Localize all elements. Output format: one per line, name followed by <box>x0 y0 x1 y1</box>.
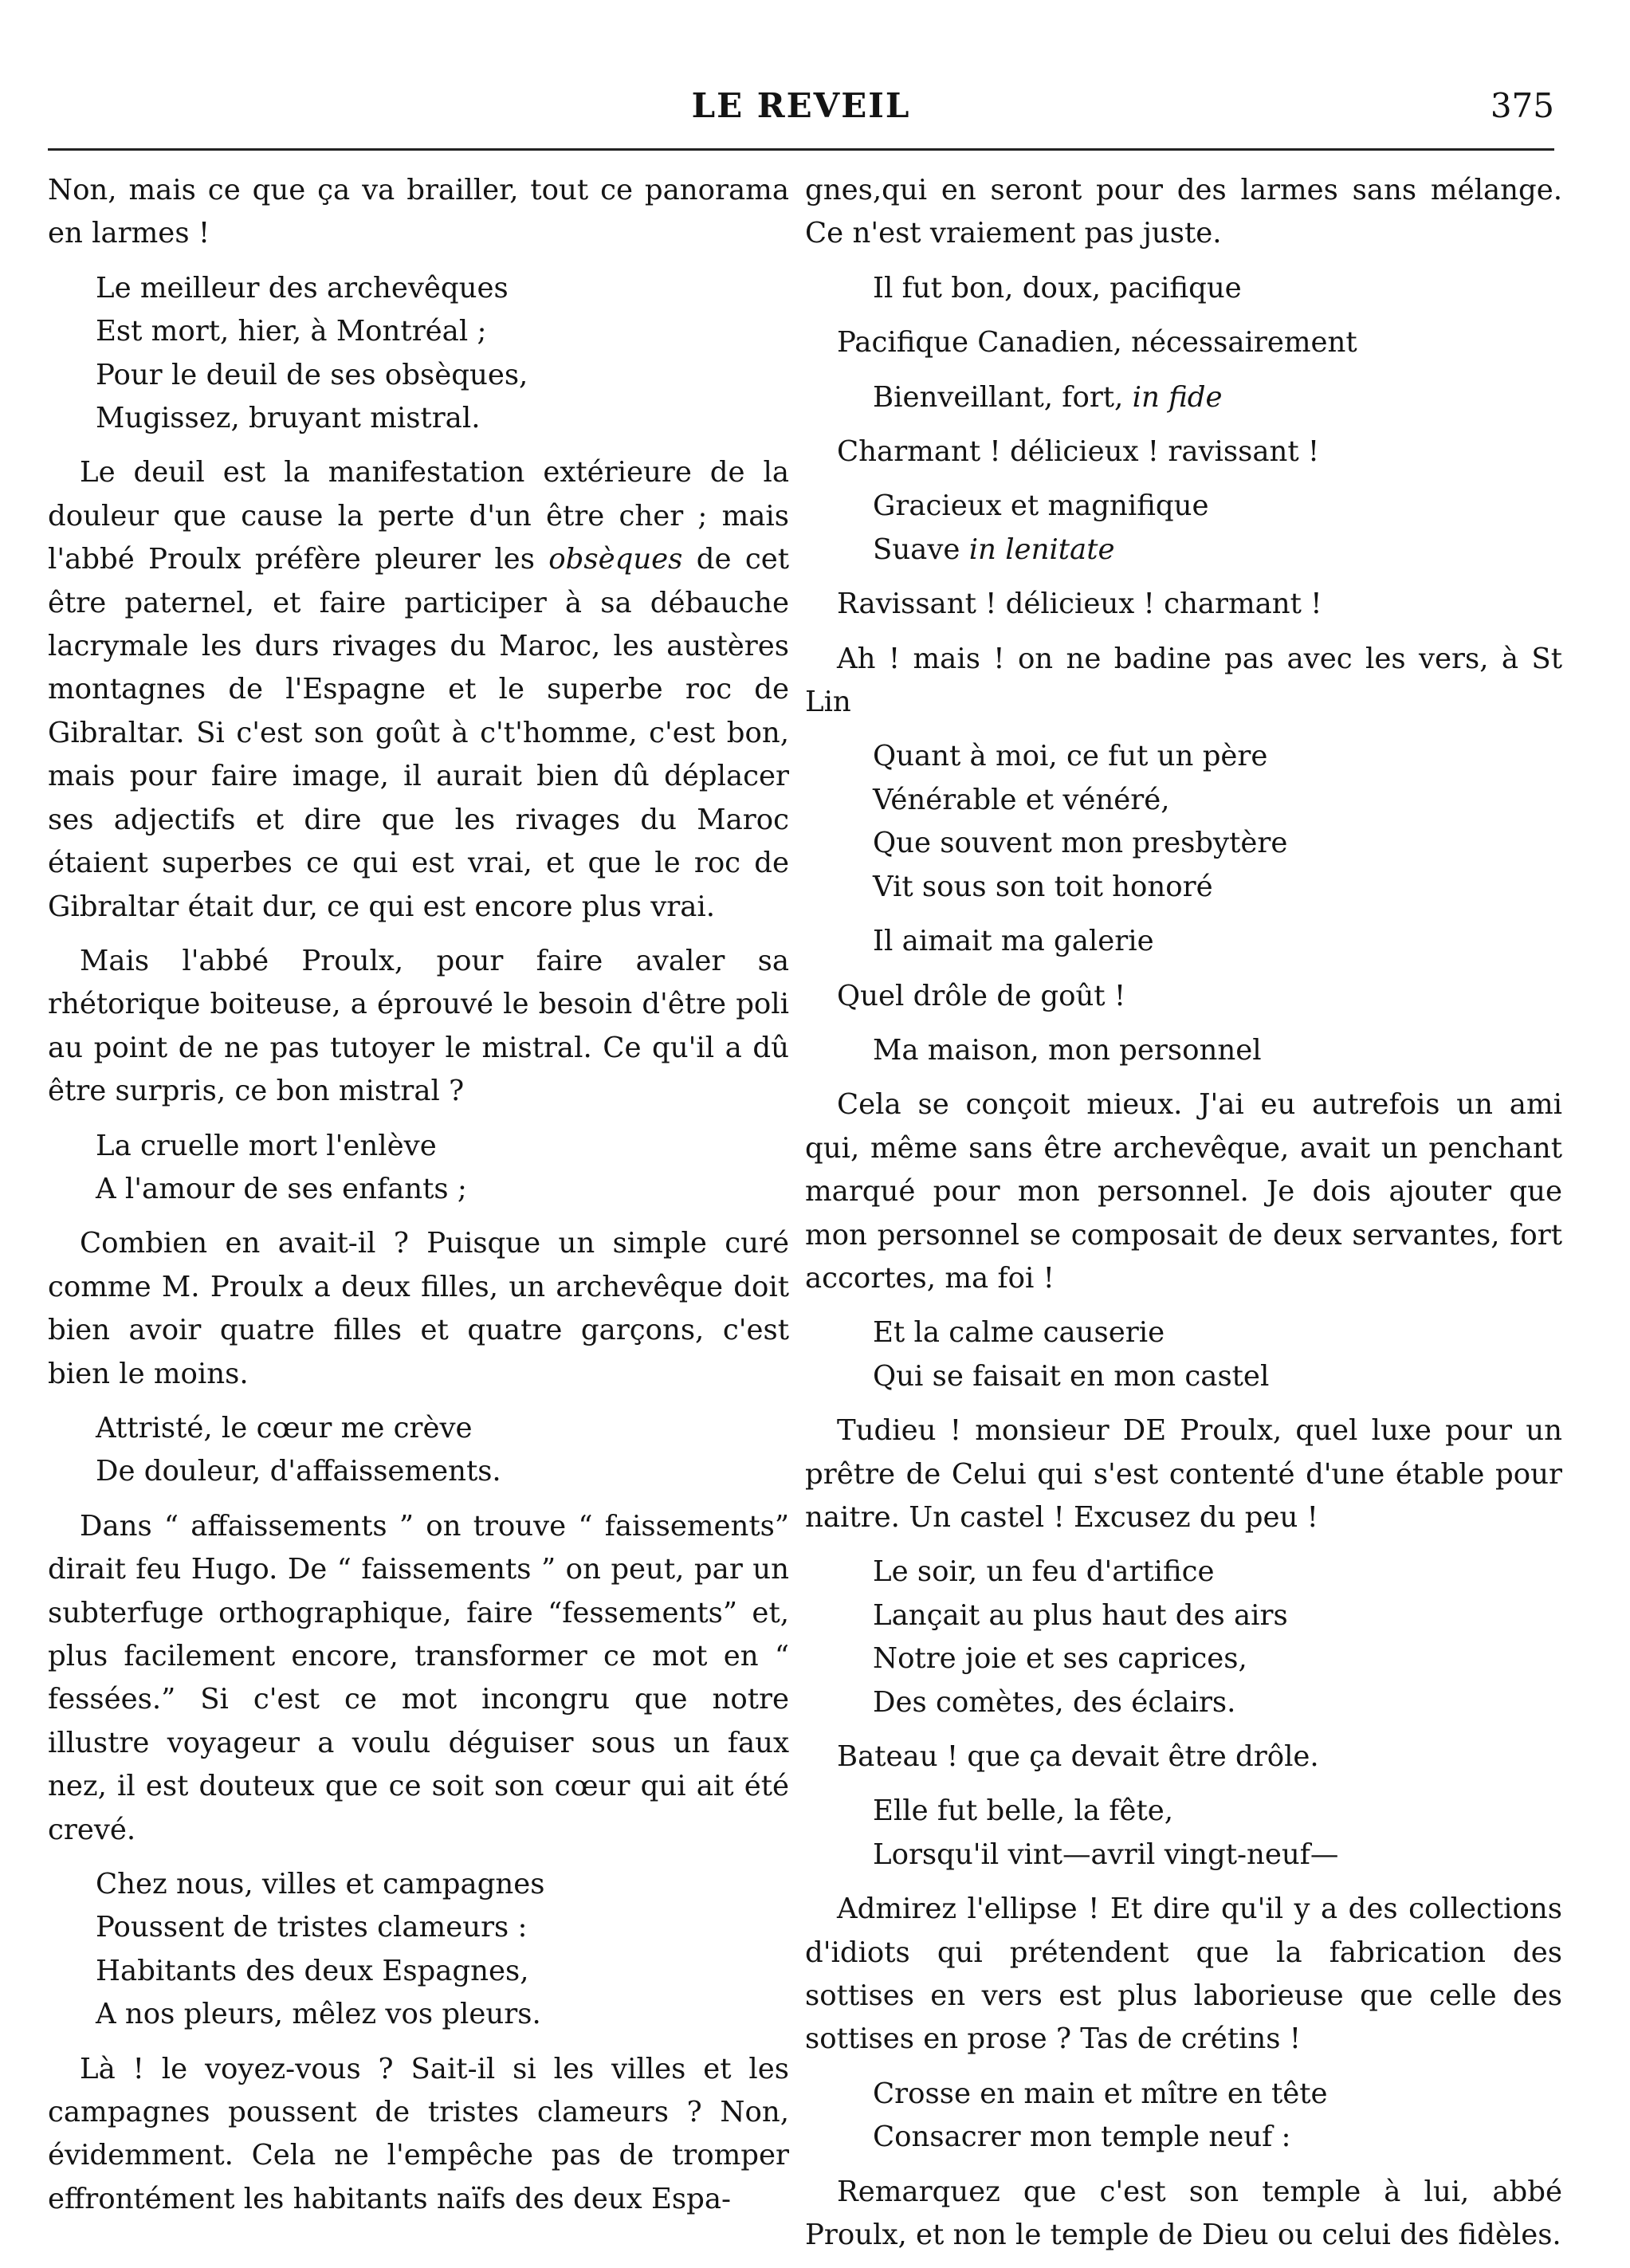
verse-line: Le meilleur des archevêques <box>96 271 509 305</box>
verse-stanza <box>873 1029 1562 1072</box>
verse-stanza <box>96 1407 789 1494</box>
verse-line: Pour le deuil de ses obsèques, <box>96 358 528 391</box>
paragraph: Bateau ! que ça devait être drôle. <box>837 1740 1319 1773</box>
verse-stanza <box>96 1125 789 1212</box>
journal-title: LE REVEIL <box>691 86 911 125</box>
verse-line: Habitants des deux Espagnes, <box>96 1954 529 1987</box>
verse-line: Il fut bon, doux, pacifique <box>873 271 1242 305</box>
verse-line: Mugissez, bruyant mistral. <box>96 402 481 435</box>
verse-stanza <box>96 267 789 441</box>
verse-line: Lorsqu'il vint—avril vingt-neuf— <box>873 1838 1339 1871</box>
verse-line: A l'amour de ses enfants ; <box>96 1172 467 1205</box>
verse-stanza <box>96 1863 789 2037</box>
emphasis: obsèques <box>548 543 683 576</box>
verse-line: Le soir, un feu d'artifice <box>873 1555 1215 1589</box>
paragraph: gnes,qui en seront pour des larmes sans mélange. Ce n'est vraiement pas juste. <box>805 174 1562 250</box>
paragraph: Admirez l'ellipse ! Et dire qu'il y a des collections d'idiots qui prétendent que la fabrication des sottises en vers est plus laborieuse que celle des sottises en prose ? Tas de crétins ! <box>805 1893 1562 2056</box>
paragraph: Charmant ! délicieux ! ravissant ! <box>837 435 1320 469</box>
verse-line: Elle fut belle, la fête, <box>873 1794 1173 1828</box>
verse-stanza <box>873 1790 1562 1877</box>
paragraph: Dans “ affaissements ” on trouve “ faissements” dirait feu Hugo. De “ faissements ” on peut, par un subterfuge orthographique, faire “fessements” et, plus facilement encore, transformer ce mot en “ fessées.” Si c'est ce mot incongru que notre illustre voyageur a voulu déguiser sous un faux nez, il est douteux que ce soit son cœur qui ait été crevé. <box>48 1509 789 1846</box>
text-run: de cet être paternel, et faire participer à sa débauche lacrymale les durs rivages du Maroc, les austères montagnes de l'Espagne et le superbe roc de Gibraltar. Si c'est son goût à c't'homme, c'est bon, mais pour faire image, il aurait bien dû déplacer ses adjectifs et dire que les rivages du Maroc étaient superbes ce qui est vrai, et que le roc de Gibraltar était dur, ce qui est encore plus vrai. <box>48 543 789 923</box>
page-header <box>48 86 1554 134</box>
verse-line: Attristé, le cœur me crève <box>96 1411 473 1445</box>
verse-line <box>873 376 1562 419</box>
verse-line <box>873 529 1562 572</box>
paragraph: Tudieu ! monsieur DE Proulx, quel luxe pour un prêtre de Celui qui s'est contenté d'une étable pour naitre. Un castel ! Excusez du peu ! <box>805 1414 1562 1534</box>
verse-stanza <box>873 1551 1562 1724</box>
verse-line: Ma maison, mon personnel <box>873 1033 1262 1067</box>
verse-line: Vénérable et vénéré, <box>873 783 1170 816</box>
verse-line: Il aimait ma galerie <box>873 925 1154 958</box>
verse-line: Poussent de tristes clameurs : <box>96 1911 528 1944</box>
verse-line: Qui se faisait en mon castel <box>873 1359 1270 1393</box>
verse-stanza <box>873 735 1562 909</box>
paragraph: Non, mais ce que ça va brailler, tout ce panorama en larmes ! <box>48 174 789 250</box>
header-rule <box>48 148 1554 151</box>
paragraph <box>48 451 789 928</box>
right-column <box>805 169 1562 2268</box>
verse-line: Des comètes, des éclairs. <box>873 1685 1236 1719</box>
text-run: Suave <box>873 533 969 566</box>
paragraph: Mais l'abbé Proulx, pour faire avaler sa rhétorique boiteuse, a éprouvé le besoin d'être poli au point de ne pas tutoyer le mistral. Ce qu'il a dû être surpris, ce bon mistral ? <box>48 944 789 1108</box>
verse-stanza <box>873 376 1562 419</box>
paragraph: Cela se conçoit mieux. J'ai eu autrefois un ami qui, même sans être archevêque, avait un penchant marqué pour mon personnel. Je dois ajouter que mon personnel se composait de deux servantes, fort accortes, ma foi ! <box>805 1088 1562 1295</box>
emphasis: in lenitate <box>968 533 1115 566</box>
left-column <box>48 169 789 2232</box>
paragraph: Là ! le voyez-vous ? Sait-il si les villes et les campagnes poussent de tristes clameurs ? Non, évidemment. Cela ne l'empêche pas de tromper effrontément les habitants naïfs des deux Espa- <box>48 2052 789 2215</box>
verse-stanza <box>873 920 1562 963</box>
verse-line: Quant à moi, ce fut un père <box>873 740 1268 773</box>
verse-line: Notre joie et ses caprices, <box>873 1642 1247 1676</box>
verse-stanza <box>873 2073 1562 2160</box>
verse-line: Est mort, hier, à Montréal ; <box>96 315 487 348</box>
verse-line: De douleur, d'affaissements. <box>96 1455 501 1488</box>
paragraph: Combien en avait-il ? Puisque un simple curé comme M. Proulx a deux filles, un archevêque doit bien avoir quatre filles et quatre garçons, c'est bien le moins. <box>48 1227 789 1390</box>
paragraph: Remarquez que c'est son temple à lui, abbé Proulx, et non le temple de Dieu ou celui des fidèles. <box>805 2175 1562 2252</box>
verse-line: Lançait au plus haut des airs <box>873 1598 1288 1632</box>
verse-stanza <box>873 485 1562 572</box>
verse-line: Chez nous, villes et campagnes <box>96 1868 545 1901</box>
verse-stanza <box>873 1311 1562 1398</box>
page-number: 375 <box>1490 86 1554 125</box>
text-run: Bienveillant, fort, <box>873 380 1133 414</box>
verse-line: Consacrer mon temple neuf : <box>873 2121 1291 2154</box>
paragraph: Pacifique Canadien, nécessairement <box>837 326 1357 360</box>
emphasis: in fide <box>1132 380 1223 414</box>
text-run: Le deuil est la manifestation extérieure de la douleur que cause la perte d'un être cher ; mais l'abbé Proulx préfère pleurer les <box>48 456 789 576</box>
paragraph: Quel drôle de goût ! <box>837 979 1126 1012</box>
verse-line: Et la calme causerie <box>873 1316 1165 1350</box>
verse-line: A nos pleurs, mêlez vos pleurs. <box>96 1998 541 2031</box>
verse-stanza <box>873 267 1562 310</box>
paragraph: Ravissant ! délicieux ! charmant ! <box>837 588 1322 621</box>
paragraph: Ah ! mais ! on ne badine pas avec les vers, à St Lin <box>805 642 1562 719</box>
verse-line: Gracieux et magnifique <box>873 489 1209 523</box>
verse-line: Que souvent mon presbytère <box>873 827 1288 860</box>
verse-line: Crosse en main et mître en tête <box>873 2077 1328 2110</box>
verse-line: La cruelle mort l'enlève <box>96 1129 437 1162</box>
verse-line: Vit sous son toit honoré <box>873 870 1213 903</box>
